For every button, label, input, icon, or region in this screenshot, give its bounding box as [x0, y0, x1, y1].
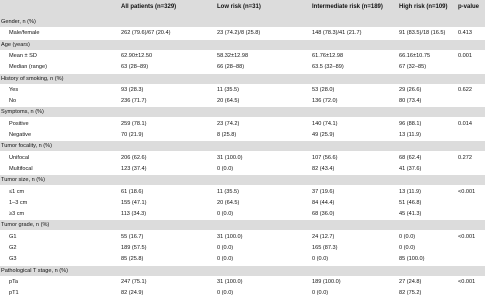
row-label: ≥3 cm [9, 211, 25, 218]
cell-p-value: 0.272 [458, 154, 472, 161]
cell-low-risk: 20 (64.5) [217, 199, 240, 206]
table-row [0, 277, 485, 287]
cell-all-patients: 93 (28.3) [121, 86, 144, 93]
row-label: G3 [9, 256, 17, 263]
cell-intermediate-risk: 136 (72.0) [312, 98, 338, 105]
table-section-row [0, 175, 485, 185]
row-label: No [9, 98, 17, 105]
cell-intermediate-risk: 165 (87.3) [312, 245, 338, 251]
cell-high-risk: 13 (11.9) [399, 132, 421, 138]
cell-low-risk: 0 (0.0) [217, 165, 234, 172]
table-row [0, 288, 485, 298]
table-row [0, 51, 485, 61]
row-label: Positive [9, 120, 29, 127]
row-label: ≤1 cm [9, 188, 25, 195]
cell-all-patients: 189 (57.5) [121, 245, 147, 251]
table-header [0, 0, 485, 17]
table-row [0, 254, 485, 264]
cell-low-risk: 8 (25.8) [217, 132, 237, 138]
table-row [0, 209, 485, 219]
cell-intermediate-risk: 189 (100.0) [312, 278, 341, 285]
cell-low-risk: 11 (35.5) [217, 86, 239, 93]
cell-low-risk: 31 (100.0) [217, 233, 243, 240]
cell-low-risk: 20 (64.5) [217, 98, 240, 105]
table-row [0, 96, 485, 106]
cell-intermediate-risk: 68 (36.0) [312, 211, 335, 218]
row-label: G1 [9, 233, 17, 240]
cell-all-patients: 61 (18.6) [121, 188, 144, 195]
cell-high-risk: 27 (24.8) [399, 278, 422, 285]
row-label: Negative [9, 132, 32, 138]
cell-low-risk: 0 (0.0) [217, 245, 234, 251]
row-label: Mean ± SD [9, 52, 37, 59]
header-intermediate-risk: Intermediate risk (n=189) [312, 4, 383, 10]
row-label: Yes [9, 86, 19, 93]
row-label: Male/female [9, 30, 40, 37]
cell-high-risk: 85 (100.0) [399, 256, 425, 263]
section-label: Pathological T stage, n (%) [1, 267, 68, 274]
cell-p-value: <0.001 [458, 188, 476, 195]
section-label: Tumor size, n (%) [1, 177, 45, 184]
row-label: pTa [9, 278, 19, 285]
cell-low-risk: 0 (0.0) [217, 211, 234, 218]
cell-all-patients: 63 (28–89) [121, 64, 149, 71]
cell-all-patients: 82 (24.9) [121, 290, 144, 297]
cell-intermediate-risk: 63.5 (32–89) [312, 64, 344, 71]
table-section-row [0, 17, 485, 27]
cell-all-patients: 85 (25.8) [121, 256, 144, 263]
section-label: Gender, n (%) [1, 19, 36, 25]
cell-high-risk: 0 (0.0) [399, 233, 416, 240]
cell-p-value: <0.001 [458, 233, 476, 240]
cell-all-patients: 155 (47.1) [121, 199, 147, 206]
cell-high-risk: 82 (75.2) [399, 290, 422, 297]
cell-intermediate-risk: 0 (0.0) [312, 256, 329, 263]
cell-all-patients: 236 (71.7) [121, 98, 147, 105]
row-label: pT1 [9, 290, 19, 297]
table-section-row [0, 74, 485, 84]
cell-all-patients: 113 (34.3) [121, 211, 147, 218]
cell-low-risk: 58.32±12.98 [217, 52, 249, 59]
cell-low-risk: 11 (35.5) [217, 188, 239, 195]
table-row [0, 243, 485, 253]
cell-intermediate-risk: 0 (0.0) [312, 290, 329, 297]
table-row [0, 28, 485, 38]
cell-low-risk: 66 (28–88) [217, 64, 245, 71]
cell-high-risk: 41 (37.6) [399, 165, 422, 172]
table-row [0, 164, 485, 174]
cell-high-risk: 68 (62.4) [399, 154, 422, 161]
cell-intermediate-risk: 84 (44.4) [312, 199, 335, 206]
cell-all-patients: 247 (75.1) [121, 278, 147, 285]
cell-all-patients: 62.90±12.50 [121, 52, 153, 59]
cell-p-value: 0.014 [458, 120, 472, 127]
cell-low-risk: 0 (0.0) [217, 256, 234, 263]
table-row [0, 130, 485, 140]
cell-intermediate-risk: 82 (43.4) [312, 165, 335, 172]
cell-intermediate-risk: 49 (25.9) [312, 132, 335, 138]
cell-all-patients: 55 (16.7) [121, 233, 144, 240]
cell-intermediate-risk: 140 (74.1) [312, 120, 338, 127]
cell-all-patients: 206 (62.6) [121, 154, 147, 161]
table-row [0, 153, 485, 163]
cell-high-risk: 91 (83.5)/18 (16.5) [399, 30, 446, 37]
cell-p-value: 0.622 [458, 86, 472, 93]
cell-all-patients: 259 (78.1) [121, 120, 147, 127]
cell-all-patients: 70 (21.9) [121, 132, 144, 138]
row-label: Multifocal [9, 165, 33, 172]
table-section-row [0, 40, 485, 50]
row-label: 1–3 cm [9, 199, 28, 206]
cell-intermediate-risk: 148 (78.3)/41 (21.7) [312, 30, 362, 37]
row-label: G2 [9, 245, 17, 251]
table-row [0, 62, 485, 72]
cell-intermediate-risk: 24 (12.7) [312, 233, 335, 240]
cell-low-risk: 23 (74.2)/8 (25.8) [217, 30, 261, 37]
row-label: Median (range) [9, 64, 47, 71]
cell-low-risk: 0 (0.0) [217, 290, 234, 297]
cell-intermediate-risk: 53 (28.0) [312, 86, 335, 93]
section-label: Tumor focality, n (%) [1, 143, 52, 150]
cell-low-risk: 31 (100.0) [217, 278, 243, 285]
cell-high-risk: 80 (73.4) [399, 98, 422, 105]
cell-high-risk: 29 (26.6) [399, 86, 422, 93]
cell-high-risk: 96 (88.1) [399, 120, 422, 127]
table-section-row [0, 141, 485, 151]
header-high-risk: High risk (n=109) [399, 4, 448, 10]
cell-p-value: <0.001 [458, 278, 476, 285]
row-label: Unifocal [9, 154, 30, 161]
cell-high-risk: 51 (46.8) [399, 199, 422, 206]
table-row [0, 119, 485, 129]
table-section-row [0, 266, 485, 276]
cell-p-value: 0.001 [458, 52, 472, 59]
table-section-row [0, 107, 485, 117]
cell-intermediate-risk: 107 (56.6) [312, 154, 338, 161]
table-row [0, 232, 485, 242]
cell-high-risk: 0 (0.0) [399, 245, 416, 251]
cell-low-risk: 31 (100.0) [217, 154, 243, 161]
cell-high-risk: 67 (32–85) [399, 64, 427, 71]
cell-low-risk: 23 (74.2) [217, 120, 240, 127]
table-row [0, 187, 485, 197]
cell-high-risk: 66.16±10.75 [399, 52, 431, 59]
section-label: Age (years) [1, 41, 30, 48]
section-label: Tumor grade, n (%) [1, 222, 50, 229]
cell-p-value: 0.413 [458, 30, 472, 37]
section-label: History of smoking, n (%) [1, 75, 64, 82]
cell-intermediate-risk: 61.76±12.98 [312, 52, 344, 59]
cell-high-risk: 13 (11.9) [399, 188, 421, 195]
table-section-row [0, 220, 485, 230]
cell-intermediate-risk: 37 (19.6) [312, 188, 335, 195]
header-p-value: p-value [458, 4, 480, 10]
table-row [0, 85, 485, 95]
cell-all-patients: 123 (37.4) [121, 165, 147, 172]
cell-all-patients: 262 (79.6)/67 (20.4) [121, 30, 171, 37]
header-all-patients: All patients (n=329) [121, 4, 177, 10]
table-row [0, 198, 485, 208]
cell-high-risk: 45 (41.3) [399, 211, 422, 218]
header-low-risk: Low risk (n=31) [217, 4, 261, 10]
section-label: Symptoms, n (%) [1, 109, 44, 116]
